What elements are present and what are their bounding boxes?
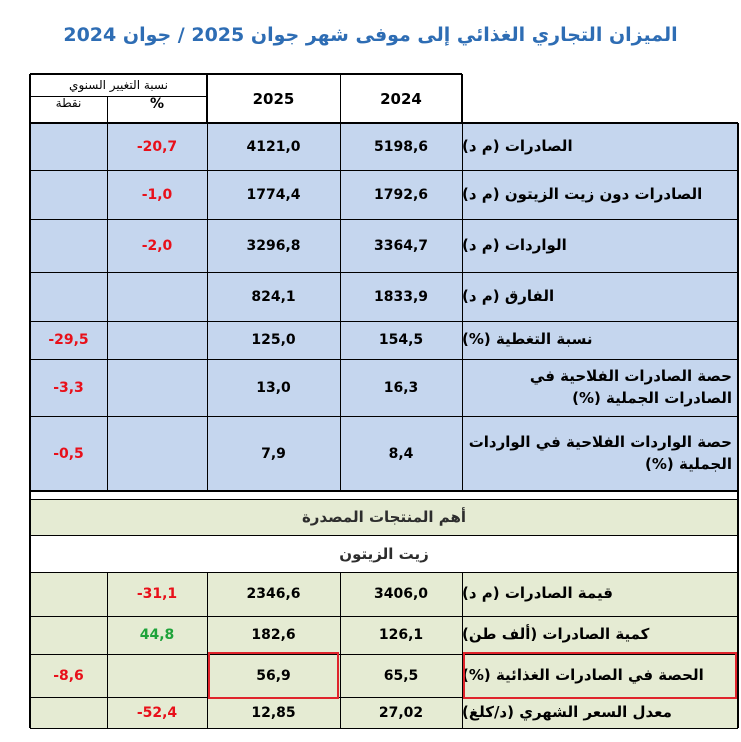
grid-line	[30, 122, 738, 124]
change-points-cell	[30, 272, 107, 321]
grid-line	[29, 74, 31, 123]
page-title: الميزان التجاري الغذائي إلى موفى شهر جوان 2025 / جوان 2024	[63, 24, 678, 46]
row-label: حصة الواردات الفلاحية في الواردات الجملية (%)	[462, 416, 738, 491]
row-label: نسبة التغطية (%)	[462, 321, 738, 359]
change-points-cell: -29,5	[30, 321, 107, 359]
grid-line	[462, 123, 463, 491]
grid-line	[107, 96, 108, 123]
value-2025-cell: 1774,4	[207, 170, 340, 219]
grid-line	[461, 74, 463, 123]
grid-line	[29, 572, 31, 728]
grid-line	[30, 96, 207, 97]
change-percent-cell: 44,8	[107, 616, 207, 654]
value-2025-cell: 7,9	[207, 416, 340, 491]
grid-line	[30, 499, 738, 500]
value-2025-cell: 4121,0	[207, 123, 340, 170]
row-label: الصادرات (م د)	[462, 123, 738, 170]
change-percent-cell: -1,0	[107, 170, 207, 219]
value-2024-cell: 3364,7	[340, 219, 462, 272]
row-label: الواردات (م د)	[462, 219, 738, 272]
change-percent-cell: -20,7	[107, 123, 207, 170]
grid-line	[737, 572, 739, 728]
row-label: الصادرات دون زيت الزيتون (م د)	[462, 170, 738, 219]
value-2025-cell: 824,1	[207, 272, 340, 321]
grid-line	[340, 572, 341, 728]
value-2024-cell: 126,1	[340, 616, 462, 654]
value-2025-cell: 2346,6	[207, 572, 340, 616]
grid-line	[30, 170, 738, 171]
change-points-cell	[30, 616, 107, 654]
row-label: كمية الصادرات (ألف طن)	[462, 616, 738, 654]
change-points-cell	[30, 170, 107, 219]
grid-line	[107, 123, 108, 491]
change-percent-cell	[107, 359, 207, 416]
value-2025-cell: 13,0	[207, 359, 340, 416]
row-label: الفارق (م د)	[462, 272, 738, 321]
product-title: زيت الزيتون	[30, 535, 738, 572]
change-percent-header: %	[107, 96, 207, 123]
value-2024-cell: 27,02	[340, 697, 462, 728]
row-label: حصة الصادرات الفلاحية في الصادرات الجملية (%)	[462, 359, 738, 416]
grid-line	[29, 123, 31, 491]
grid-line	[107, 572, 108, 728]
row-label: الحصة في الصادرات الغذائية (%)	[462, 654, 738, 697]
change-points-header: نقطة	[30, 96, 107, 123]
grid-line	[30, 416, 738, 417]
value-2025-cell: 56,9	[207, 654, 340, 697]
change-percent-cell: -52,4	[107, 697, 207, 728]
change-points-cell: -0,5	[30, 416, 107, 491]
value-2024-cell: 154,5	[340, 321, 462, 359]
value-2025-cell: 125,0	[207, 321, 340, 359]
grid-line	[30, 535, 738, 536]
value-2024-cell: 1833,9	[340, 272, 462, 321]
grid-line	[30, 490, 738, 492]
grid-line	[30, 321, 738, 322]
grid-line	[30, 572, 738, 573]
value-2024-cell: 8,4	[340, 416, 462, 491]
value-2024-cell: 5198,6	[340, 123, 462, 170]
grid-line	[207, 572, 208, 728]
change-group-header: نسبة التغيير السنوي	[30, 74, 207, 96]
section-title: أهم المنتجات المصدرة	[30, 499, 738, 535]
year-2024-header: 2024	[340, 74, 462, 123]
grid-line	[30, 616, 738, 617]
row-label: معدل السعر الشهري (د/كلغ)	[462, 697, 738, 728]
grid-line	[30, 272, 738, 273]
highlight-box-label	[463, 652, 737, 699]
grid-line	[206, 74, 208, 123]
grid-line	[737, 123, 739, 491]
year-2025-header: 2025	[207, 74, 340, 123]
grid-line	[30, 359, 738, 360]
grid-line	[30, 219, 738, 220]
change-points-cell: -3,3	[30, 359, 107, 416]
grid-line	[207, 123, 208, 491]
grid-line	[30, 728, 738, 729]
value-2025-cell: 182,6	[207, 616, 340, 654]
change-points-cell	[30, 219, 107, 272]
change-percent-cell: -31,1	[107, 572, 207, 616]
grid-line	[737, 491, 739, 572]
value-2024-cell: 3406,0	[340, 572, 462, 616]
grid-line	[340, 123, 341, 491]
change-points-cell	[30, 572, 107, 616]
value-2024-cell: 1792,6	[340, 170, 462, 219]
change-percent-cell	[107, 272, 207, 321]
change-percent-cell	[107, 654, 207, 697]
change-percent-cell	[107, 321, 207, 359]
change-percent-cell	[107, 416, 207, 491]
change-points-cell	[30, 697, 107, 728]
highlight-box-value	[208, 652, 339, 699]
change-points-cell: -8,6	[30, 654, 107, 697]
value-2025-cell: 12,85	[207, 697, 340, 728]
grid-line	[462, 572, 463, 728]
grid-line	[29, 491, 31, 572]
change-points-cell	[30, 123, 107, 170]
grid-line	[30, 73, 462, 75]
value-2025-cell: 3296,8	[207, 219, 340, 272]
grid-line	[340, 74, 341, 123]
value-2024-cell: 16,3	[340, 359, 462, 416]
change-percent-cell: -2,0	[107, 219, 207, 272]
value-2024-cell: 65,5	[340, 654, 462, 697]
row-label: قيمة الصادرات (م د)	[462, 572, 738, 616]
